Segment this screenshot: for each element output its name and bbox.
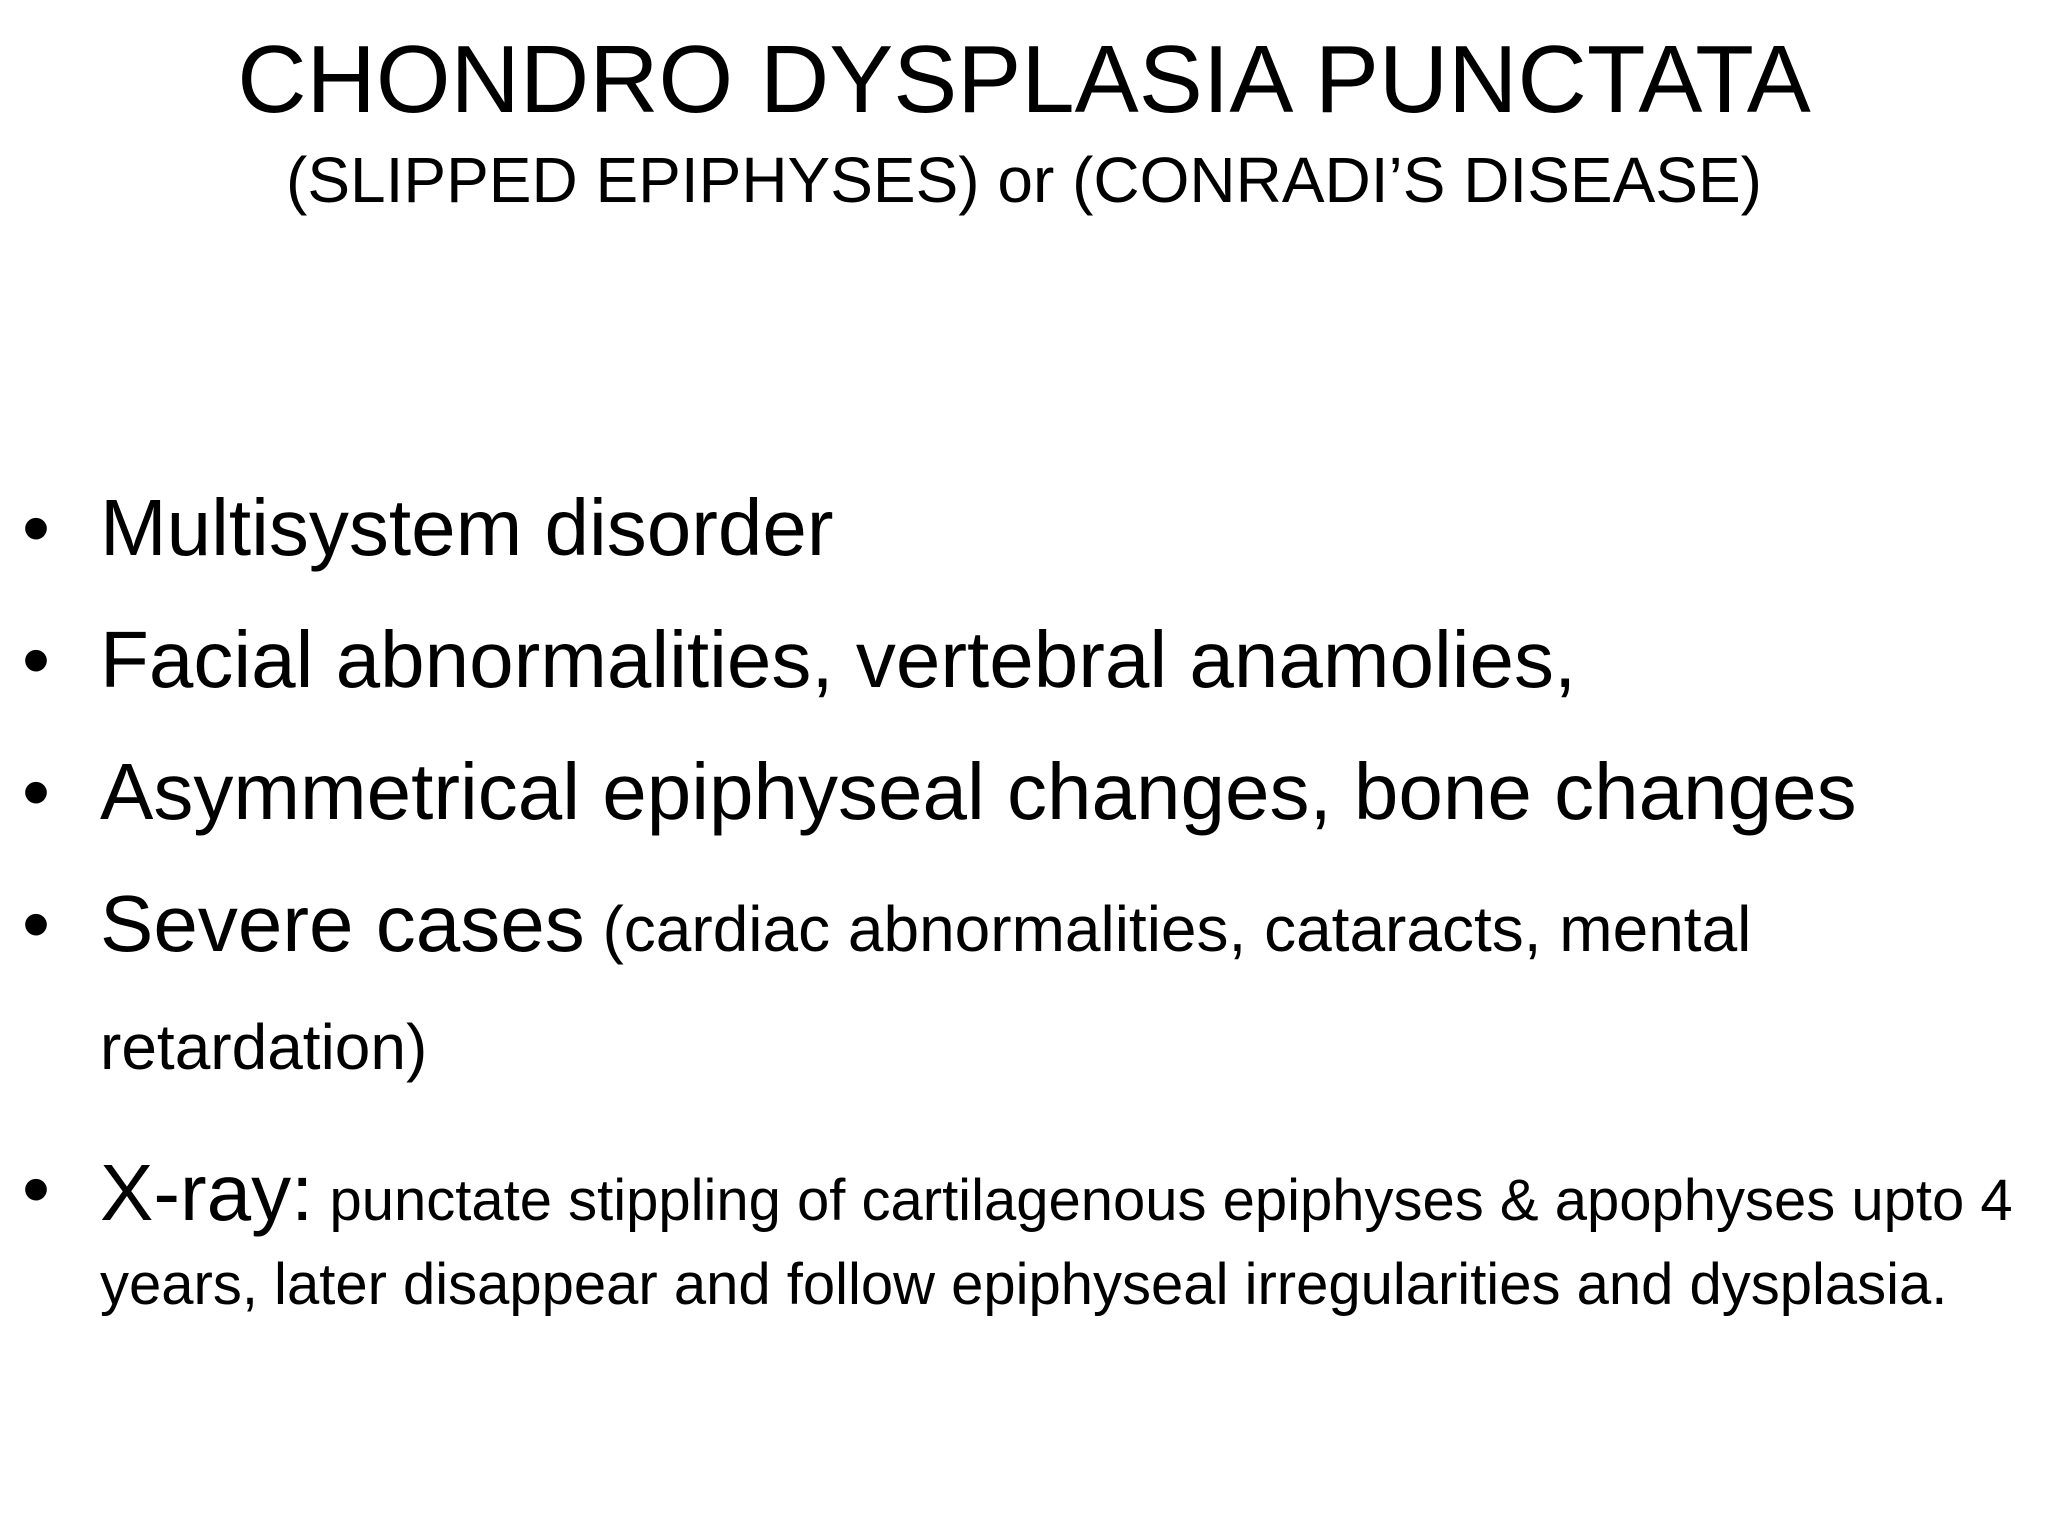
bullet-item (22, 1143, 2022, 1327)
bullet-item (22, 742, 2022, 842)
bullet-dot: • (22, 747, 51, 836)
bullet-dot: • (22, 615, 51, 704)
bullet-item (22, 610, 2022, 710)
bullet-lead: Multisystem disorder (100, 483, 834, 572)
bullet-detail: punctate stippling of cartilagenous epiphyses & apophyses upto 4 years, later disappear and follow epiphyseal irregularities and dysplasia. (100, 1168, 2013, 1317)
bullet-lead: Asymmetrical epiphyseal changes, bone changes (100, 747, 1857, 836)
bullet-item (22, 478, 2022, 578)
bullet-lead: Facial abnormalities, vertebral anamolies, (100, 615, 1577, 704)
title-block (0, 22, 2048, 220)
bullet-detail: (cardiac abnormalities, cataracts, mental retardation) (100, 893, 1752, 1083)
bullet-lead: X-ray: (100, 1148, 314, 1237)
bullet-lead: Severe cases (100, 879, 585, 968)
bullet-dot: • (22, 1144, 51, 1233)
bullet-dot: • (22, 879, 51, 968)
bullet-list (22, 478, 2022, 1327)
slide-subtitle: (SLIPPED EPIPHYSES) or (CONRADI’S DISEASE) (286, 144, 1762, 216)
slide-title: CHONDRO DYSPLASIA PUNCTATA (237, 26, 1811, 133)
bullet-dot: • (22, 483, 51, 572)
bullet-item (22, 874, 2022, 1115)
